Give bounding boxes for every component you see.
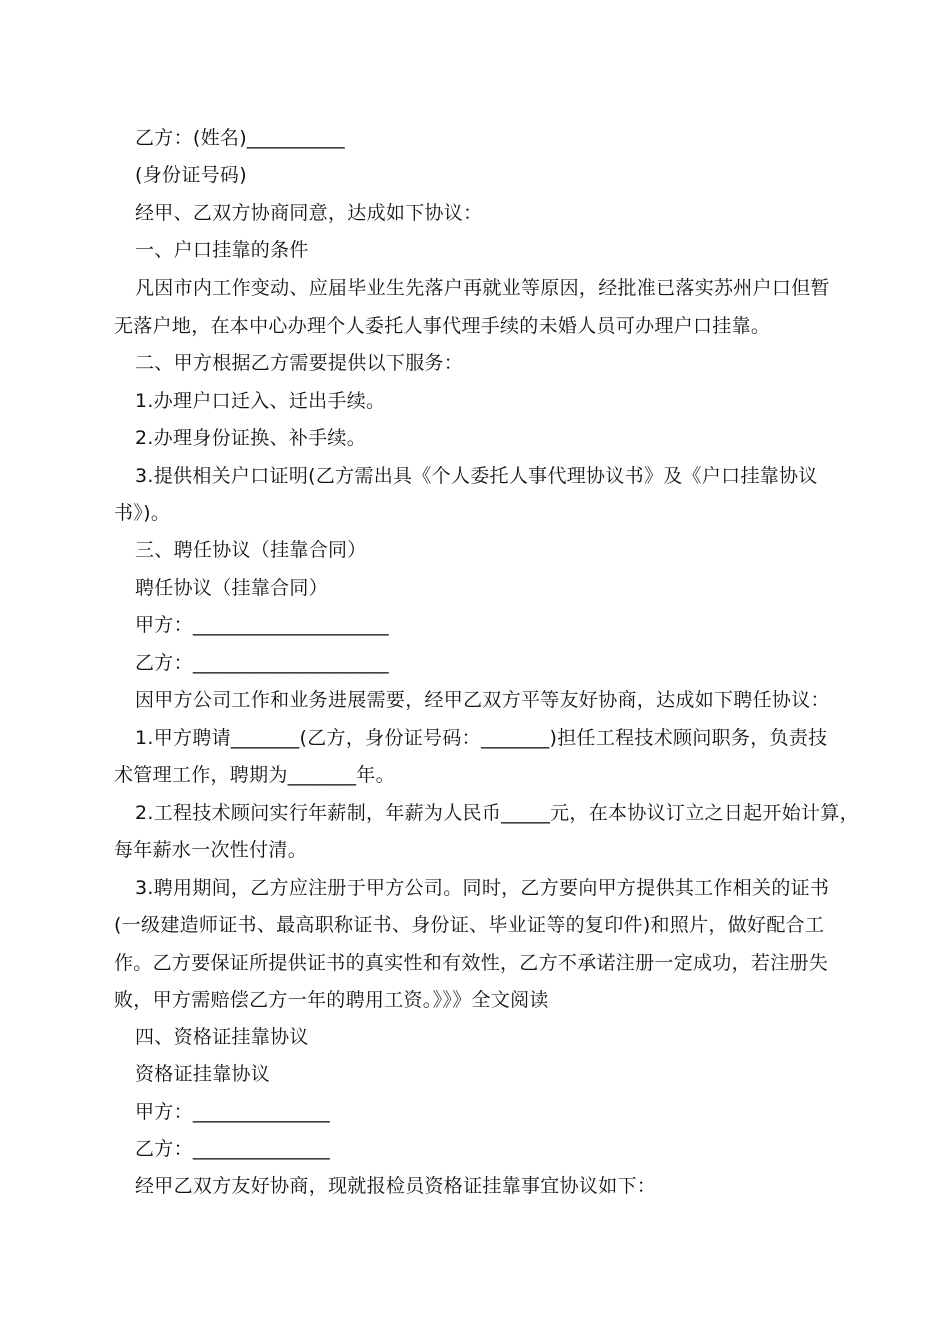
paragraph-line: 术管理工作，聘期为_______年。 — [114, 764, 395, 786]
paragraph-line: (一级建造师证书、最高职称证书、身份证、毕业证等的复印件)和照片，做好配合工 — [114, 914, 825, 936]
sub-title: 资格证挂靠协议 — [135, 1063, 271, 1085]
paragraph-line: 因甲方公司工作和业务进展需要，经甲乙双方平等友好协商，达成如下聘任协议： — [135, 689, 830, 711]
party-b-line: 乙方：____________________ — [135, 652, 389, 674]
section-heading-1: 一、户口挂靠的条件 — [135, 239, 309, 261]
section-heading-4: 四、资格证挂靠协议 — [135, 1026, 309, 1048]
paragraph-line: 经甲乙双方友好协商，现就报检员资格证挂靠事宜协议如下： — [135, 1175, 657, 1197]
paragraph-line: 无落户地，在本中心办理个人委托人事代理手续的未婚人员可办理户口挂靠。 — [114, 315, 771, 337]
list-item: 3.聘用期间，乙方应注册于甲方公司。同时，乙方要向甲方提供其工作相关的证书 — [135, 877, 830, 899]
party-b-line: 乙方：______________ — [135, 1138, 331, 1160]
party-b-name-line: 乙方：(姓名)__________ — [135, 127, 345, 149]
list-item: 2.工程技术顾问实行年薪制，年薪为人民币_____元，在本协议订立之日起开始计算， — [135, 802, 859, 824]
id-number-line: (身份证号码) — [135, 164, 247, 186]
party-a-line: 甲方：______________ — [135, 1101, 331, 1123]
agreement-intro: 经甲、乙双方协商同意，达成如下协议： — [135, 202, 483, 224]
party-a-line: 甲方：____________________ — [135, 614, 389, 636]
section-heading-2: 二、甲方根据乙方需要提供以下服务： — [135, 352, 464, 374]
paragraph-line: 作。乙方要保证所提供证书的真实性和有效性，乙方不承诺注册一定成功，若注册失 — [114, 952, 829, 974]
list-item: 2.办理身份证换、补手续。 — [135, 427, 367, 449]
list-item: 3.提供相关户口证明(乙方需出具《个人委托人事代理协议书》及《户口挂靠协议 — [135, 465, 818, 487]
paragraph-line: 凡因市内工作变动、应届毕业生先落户再就业等原因，经批准已落实苏州户口但暂 — [135, 277, 830, 299]
paragraph-line: 每年薪水一次性付清。 — [114, 839, 308, 861]
section-heading-3: 三、聘任协议（挂靠合同） — [135, 539, 367, 561]
list-item: 1.办理户口迁入、迁出手续。 — [135, 390, 386, 412]
paragraph-line: 书》)。 — [114, 502, 171, 524]
sub-title: 聘任协议（挂靠合同） — [135, 577, 329, 599]
list-item: 1.甲方聘请_______(乙方，身份证号码：_______)担任工程技术顾问职务，负责技 — [135, 727, 828, 749]
paragraph-line: 败，甲方需赔偿乙方一年的聘用工资。》》》全文阅读 — [114, 989, 549, 1011]
